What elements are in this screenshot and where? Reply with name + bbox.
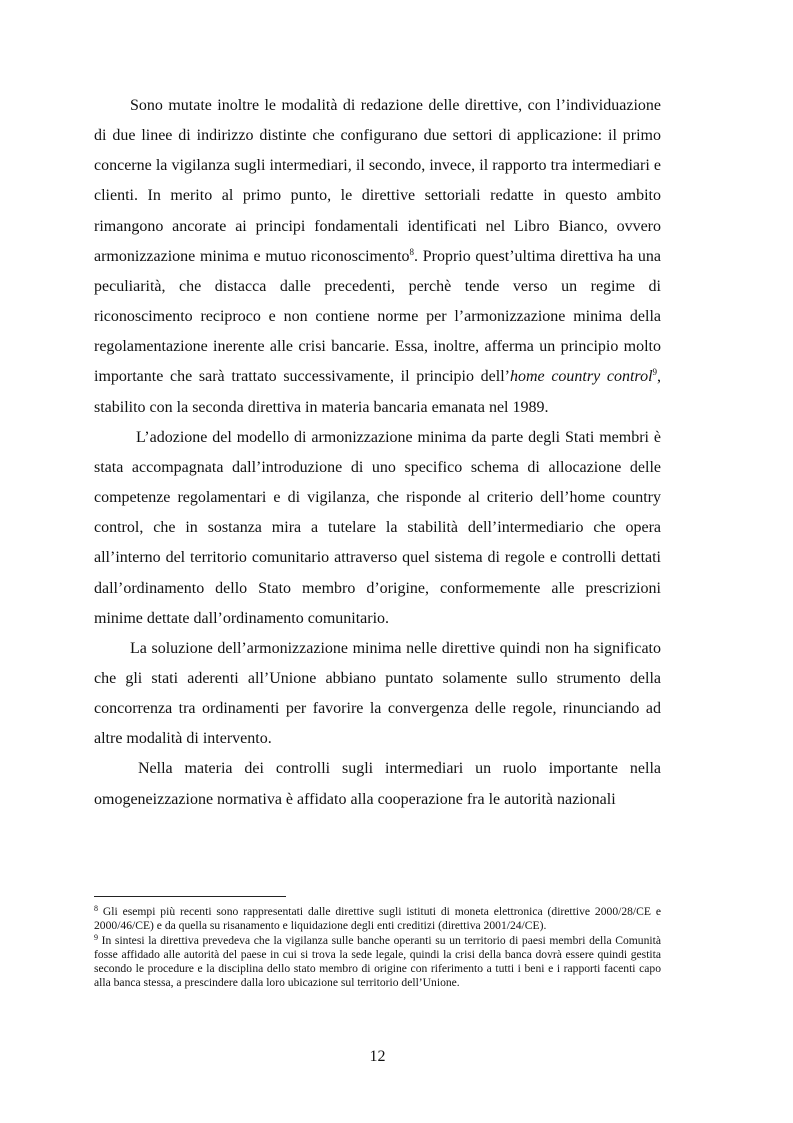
footnote-9 bbox=[94, 934, 661, 991]
footnote-ref-9[interactable]: 9 bbox=[652, 367, 658, 378]
paragraph-2: L’adozione del modello di armonizzazione minima da parte degli Stati membri è stata accompagnata dall’introduzione di uno specifico schema di allocazione delle competenze regolamentari e di vigilanza, che risponde al criterio dell’home country control, che in sostanza mira a tutelare la stabilità dell’intermediario che opera all’interno del territorio comunitario attraverso quel sistema di regole e controlli dettati dall’ordinamento dello Stato membro d’origine, conformemente alle prescrizioni minime dettate dall’ordinamento comunitario. bbox=[94, 428, 661, 627]
footnote-ref-8[interactable]: 8 bbox=[409, 246, 415, 257]
footnote-text: Gli esempi più recenti sono rappresentati dalle direttive sugli istituti di moneta elettronica (direttive 2000/28/CE e 2000/46/CE) e da quella su risanamento e liquidazione degli enti creditizi (direttiva 2001/24/CE). bbox=[94, 905, 661, 933]
footnote-text: In sintesi la direttiva prevedeva che la vigilanza sulle banche operanti su un territorio di paesi membri della Comunità fosse affidado alle autorità del paese in cui si trova la sede legale, quindi la crisi della banca dovrà essere quindi gestita secondo le procedure e la disciplina dello stato membro di origine con riferimento a tutti i beni e i rapporti facenti capo alla banca stessa, a prescindere dalla loro ubicazione sul territorio dell’Unione. bbox=[94, 933, 661, 990]
page-number: 12 bbox=[369, 1048, 386, 1065]
footnote-8 bbox=[94, 905, 661, 934]
footnote-separator bbox=[94, 896, 286, 897]
paragraph-1: Sono mutate inoltre le modalità di redazione delle direttive, con l’individuazione di due linee di indirizzo distinte che configurano due settori di applicazione: il primo concerne la vigilanza sugli intermediari, il secondo, invece, il rapporto tra intermediari e clienti. In merito al primo punto, le direttive settoriali redatte in questo ambito rimangono ancorate ai principi fondamentali identificati nel Libro Bianco, ovvero armonizzazione minima e mutuo riconoscimento$^8$. Proprio quest’ultima direttiva ha una peculiarità, che distacca dalle precedenti, perchè tende verso un regime di riconoscimento reciproco e non contiene norme per l’armonizzazione minima della regolamentazione inerente alle crisi bancarie. Essa, inoltre, afferma un principio molto importante che sarà trattato successivamente, il principio dell’home country control$^9$, stabilito con la seconda direttiva in materia bancaria emanata nel 1989. bbox=[94, 97, 662, 416]
footnotes bbox=[94, 905, 661, 991]
footnote-number: 8 bbox=[94, 904, 98, 913]
main-text bbox=[94, 91, 661, 815]
italic-term: home country control bbox=[509, 368, 653, 386]
paragraph-3: La soluzione dell’armonizzazione minima nelle direttive quindi non ha significato che gli stati aderenti all’Unione abbiano puntato solamente sullo strumento della concorrenza tra ordinamenti per favorire la convergenza delle regole, rinunciando ad altre modalità di intervento. bbox=[94, 639, 661, 748]
footnote-number: 9 bbox=[94, 932, 98, 942]
paragraph-4: Nella materia dei controlli sugli intermediari un ruolo importante nella omogeneizzazione normativa è affidato alla cooperazione fra le autorità nazionali bbox=[94, 760, 661, 808]
